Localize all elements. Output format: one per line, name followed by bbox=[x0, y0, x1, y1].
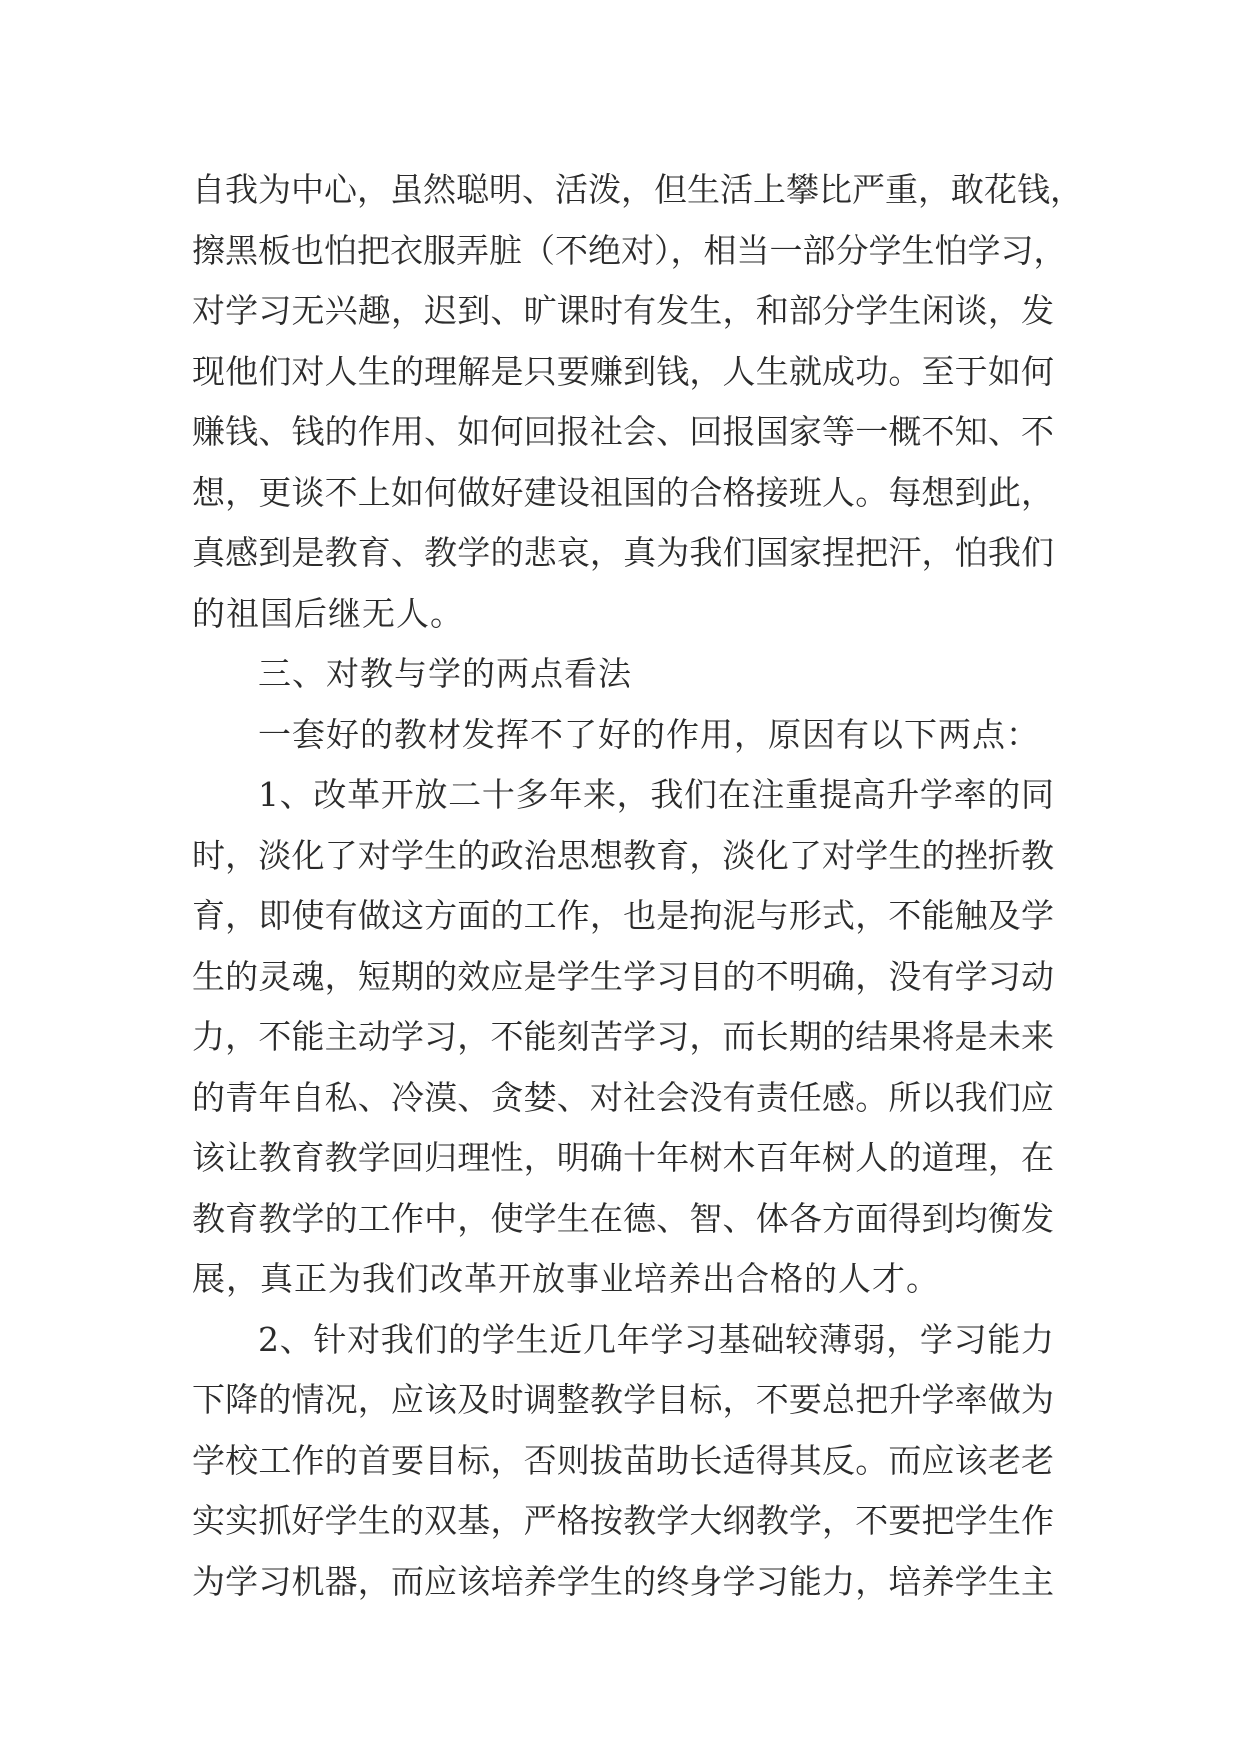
text-line: 对学习无兴趣，迟到、旷课时有发生，和部分学生闲谈，发 bbox=[192, 291, 1054, 330]
text-line: 育，即使有做这方面的工作，也是拘泥与形式，不能触及学 bbox=[192, 896, 1054, 935]
text-line: 下降的情况，应该及时调整教学目标，不要总把升学率做为 bbox=[192, 1380, 1054, 1419]
text-line: 真感到是教育、教学的悲哀，真为我们国家捏把汗，怕我们 bbox=[192, 533, 1054, 572]
text-line: 教育教学的工作中，使学生在德、智、体各方面得到均衡发 bbox=[192, 1198, 1054, 1238]
section-heading: 三、对教与学的两点看法 bbox=[258, 654, 632, 693]
text-line: 2、针对我们的学生近几年学习基础较薄弱，学习能力 bbox=[258, 1319, 1054, 1359]
text-line: 时，淡化了对学生的政治思想教育，淡化了对学生的挫折教 bbox=[192, 835, 1054, 875]
text-line: 力，不能主动学习，不能刻苦学习，而长期的结果将是未来 bbox=[192, 1017, 1054, 1056]
text-line: 擦黑板也怕把衣服弄脏（不绝对），相当一部分学生怕学习， bbox=[192, 230, 1067, 270]
document-body bbox=[192, 160, 1083, 1612]
text-line: 想，更谈不上如何做好建设祖国的合格接班人。每想到此， bbox=[192, 472, 1054, 512]
text-line: 自我为中心，虽然聪明、活泼，但生活上攀比严重，敢花钱， bbox=[192, 170, 1083, 209]
text-line: 生的灵魂，短期的效应是学生学习目的不明确，没有学习动 bbox=[192, 956, 1054, 996]
text-line: 学校工作的首要目标，否则拔苗助长适得其反。而应该老老 bbox=[192, 1440, 1054, 1480]
text-line: 该让教育教学回归理性，明确十年树木百年树人的道理，在 bbox=[192, 1138, 1054, 1177]
text-line: 为学习机器，而应该培养学生的终身学习能力，培养学生主 bbox=[192, 1561, 1054, 1601]
text-line: 赚钱、钱的作用、如何回报社会、回报国家等一概不知、不 bbox=[192, 412, 1054, 451]
paragraph-intro: 一套好的教材发挥不了好的作用，原因有以下两点： bbox=[258, 714, 1040, 754]
text-line: 现他们对人生的理解是只要赚到钱，人生就成功。至于如何 bbox=[192, 351, 1054, 391]
text-line: 1、改革开放二十多年来，我们在注重提高升学率的同 bbox=[258, 775, 1054, 814]
text-line: 的青年自私、冷漠、贪婪、对社会没有责任感。所以我们应 bbox=[192, 1077, 1054, 1117]
text-line: 展，真正为我们改革开放事业培养出合格的人才。 bbox=[192, 1259, 940, 1298]
text-line: 实实抓好学生的双基，严格按教学大纲教学，不要把学生作 bbox=[192, 1501, 1054, 1540]
text-line: 的祖国后继无人。 bbox=[192, 593, 464, 633]
